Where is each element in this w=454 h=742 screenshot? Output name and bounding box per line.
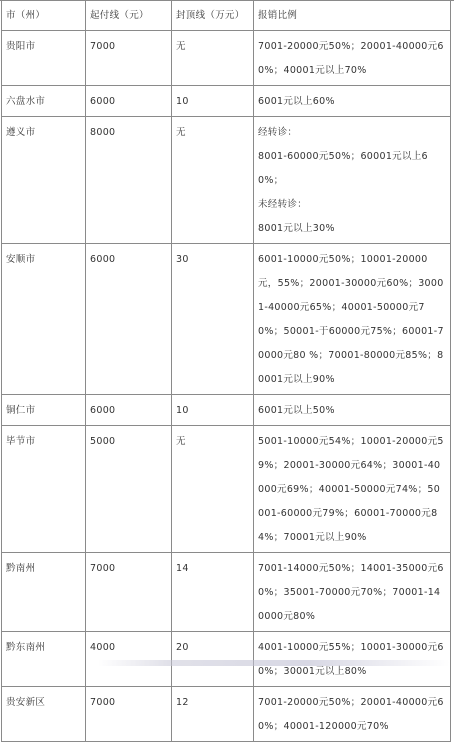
cell-city: 黔南州 [2, 553, 86, 632]
cell-cap: 无 [172, 426, 254, 553]
cell-ratio [254, 687, 451, 742]
cell-city: 黔东南州 [2, 632, 86, 687]
header-cap: 封顶线（万元） [172, 1, 254, 31]
cell-cap: 10 [172, 86, 254, 117]
cell-ratio [254, 632, 451, 687]
ratio-line: 6001元以上50% [258, 405, 335, 416]
table-row [2, 31, 451, 86]
table-row [2, 687, 451, 742]
ratio-line: 8001元以上30% [258, 223, 335, 234]
table-header-row [2, 1, 451, 31]
cell-deductible: 7000 [86, 687, 172, 742]
cell-ratio [254, 426, 451, 553]
table-row [2, 395, 451, 426]
cell-cap: 10 [172, 395, 254, 426]
cell-cap: 14 [172, 553, 254, 632]
header-city: 市（州） [2, 1, 86, 31]
ratio-line: 8001-60000元50%；60001元以上60%； [258, 151, 428, 186]
cell-cap: 无 [172, 31, 254, 86]
ratio-line: 未经转诊： [258, 199, 308, 210]
cell-ratio [254, 86, 451, 117]
cell-deductible: 6000 [86, 244, 172, 395]
ratio-line: 7001-14000元50%；14001-35000元60%；35001-70000元70%；70001-140000元80% [258, 563, 444, 622]
cell-cap: 无 [172, 117, 254, 244]
cell-deductible: 6000 [86, 395, 172, 426]
ratio-line: 4001-10000元55%；10001-30000元60%；30001元以上80% [258, 642, 444, 677]
table-row [2, 632, 451, 687]
cell-ratio [254, 395, 451, 426]
cell-deductible: 7000 [86, 553, 172, 632]
cell-city: 毕节市 [2, 426, 86, 553]
ratio-line: 5001-10000元54%；10001-20000元59%；20001-30000元64%；30001-40000元69%；40001-50000元74%；50001-60000元79%；60001-70000元84%；70001元以上90% [258, 436, 444, 543]
cell-cap: 20 [172, 632, 254, 687]
cell-cap: 12 [172, 687, 254, 742]
cell-deductible: 5000 [86, 426, 172, 553]
header-deductible: 起付线（元） [86, 1, 172, 31]
cell-city: 贵阳市 [2, 31, 86, 86]
cell-city: 铜仁市 [2, 395, 86, 426]
cell-city: 安顺市 [2, 244, 86, 395]
table-row [2, 553, 451, 632]
cell-ratio [254, 31, 451, 86]
cell-ratio [254, 117, 451, 244]
cell-deductible: 4000 [86, 632, 172, 687]
cell-city: 六盘水市 [2, 86, 86, 117]
cell-deductible: 6000 [86, 86, 172, 117]
ratio-line: 7001-20000元50%；20001-40000元60%；40001-120000元70% [258, 697, 444, 732]
cell-deductible: 7000 [86, 31, 172, 86]
ratio-line: 经转诊： [258, 127, 298, 138]
cell-city: 贵安新区 [2, 687, 86, 742]
table-row [2, 117, 451, 244]
cell-ratio [254, 244, 451, 395]
table-row [2, 86, 451, 117]
cell-deductible: 8000 [86, 117, 172, 244]
ratio-line: 7001-20000元50%；20001-40000元60%；40001元以上70% [258, 41, 444, 76]
table-row [2, 426, 451, 553]
image-artifact-band [98, 660, 450, 666]
cell-ratio [254, 553, 451, 632]
reimbursement-table [1, 0, 451, 742]
ratio-line: 6001-10000元50%；10001-20000元，55%；20001-30000元60%；30001-40000元65%；40001-50000元70%；50001-于60000元75%；60001-70000元80 %；70001-80000元85%；80001元以上90% [258, 254, 444, 385]
table-row [2, 244, 451, 395]
cell-city: 遵义市 [2, 117, 86, 244]
ratio-line: 6001元以上60% [258, 96, 335, 107]
header-ratio: 报销比例 [254, 1, 451, 31]
cell-cap: 30 [172, 244, 254, 395]
